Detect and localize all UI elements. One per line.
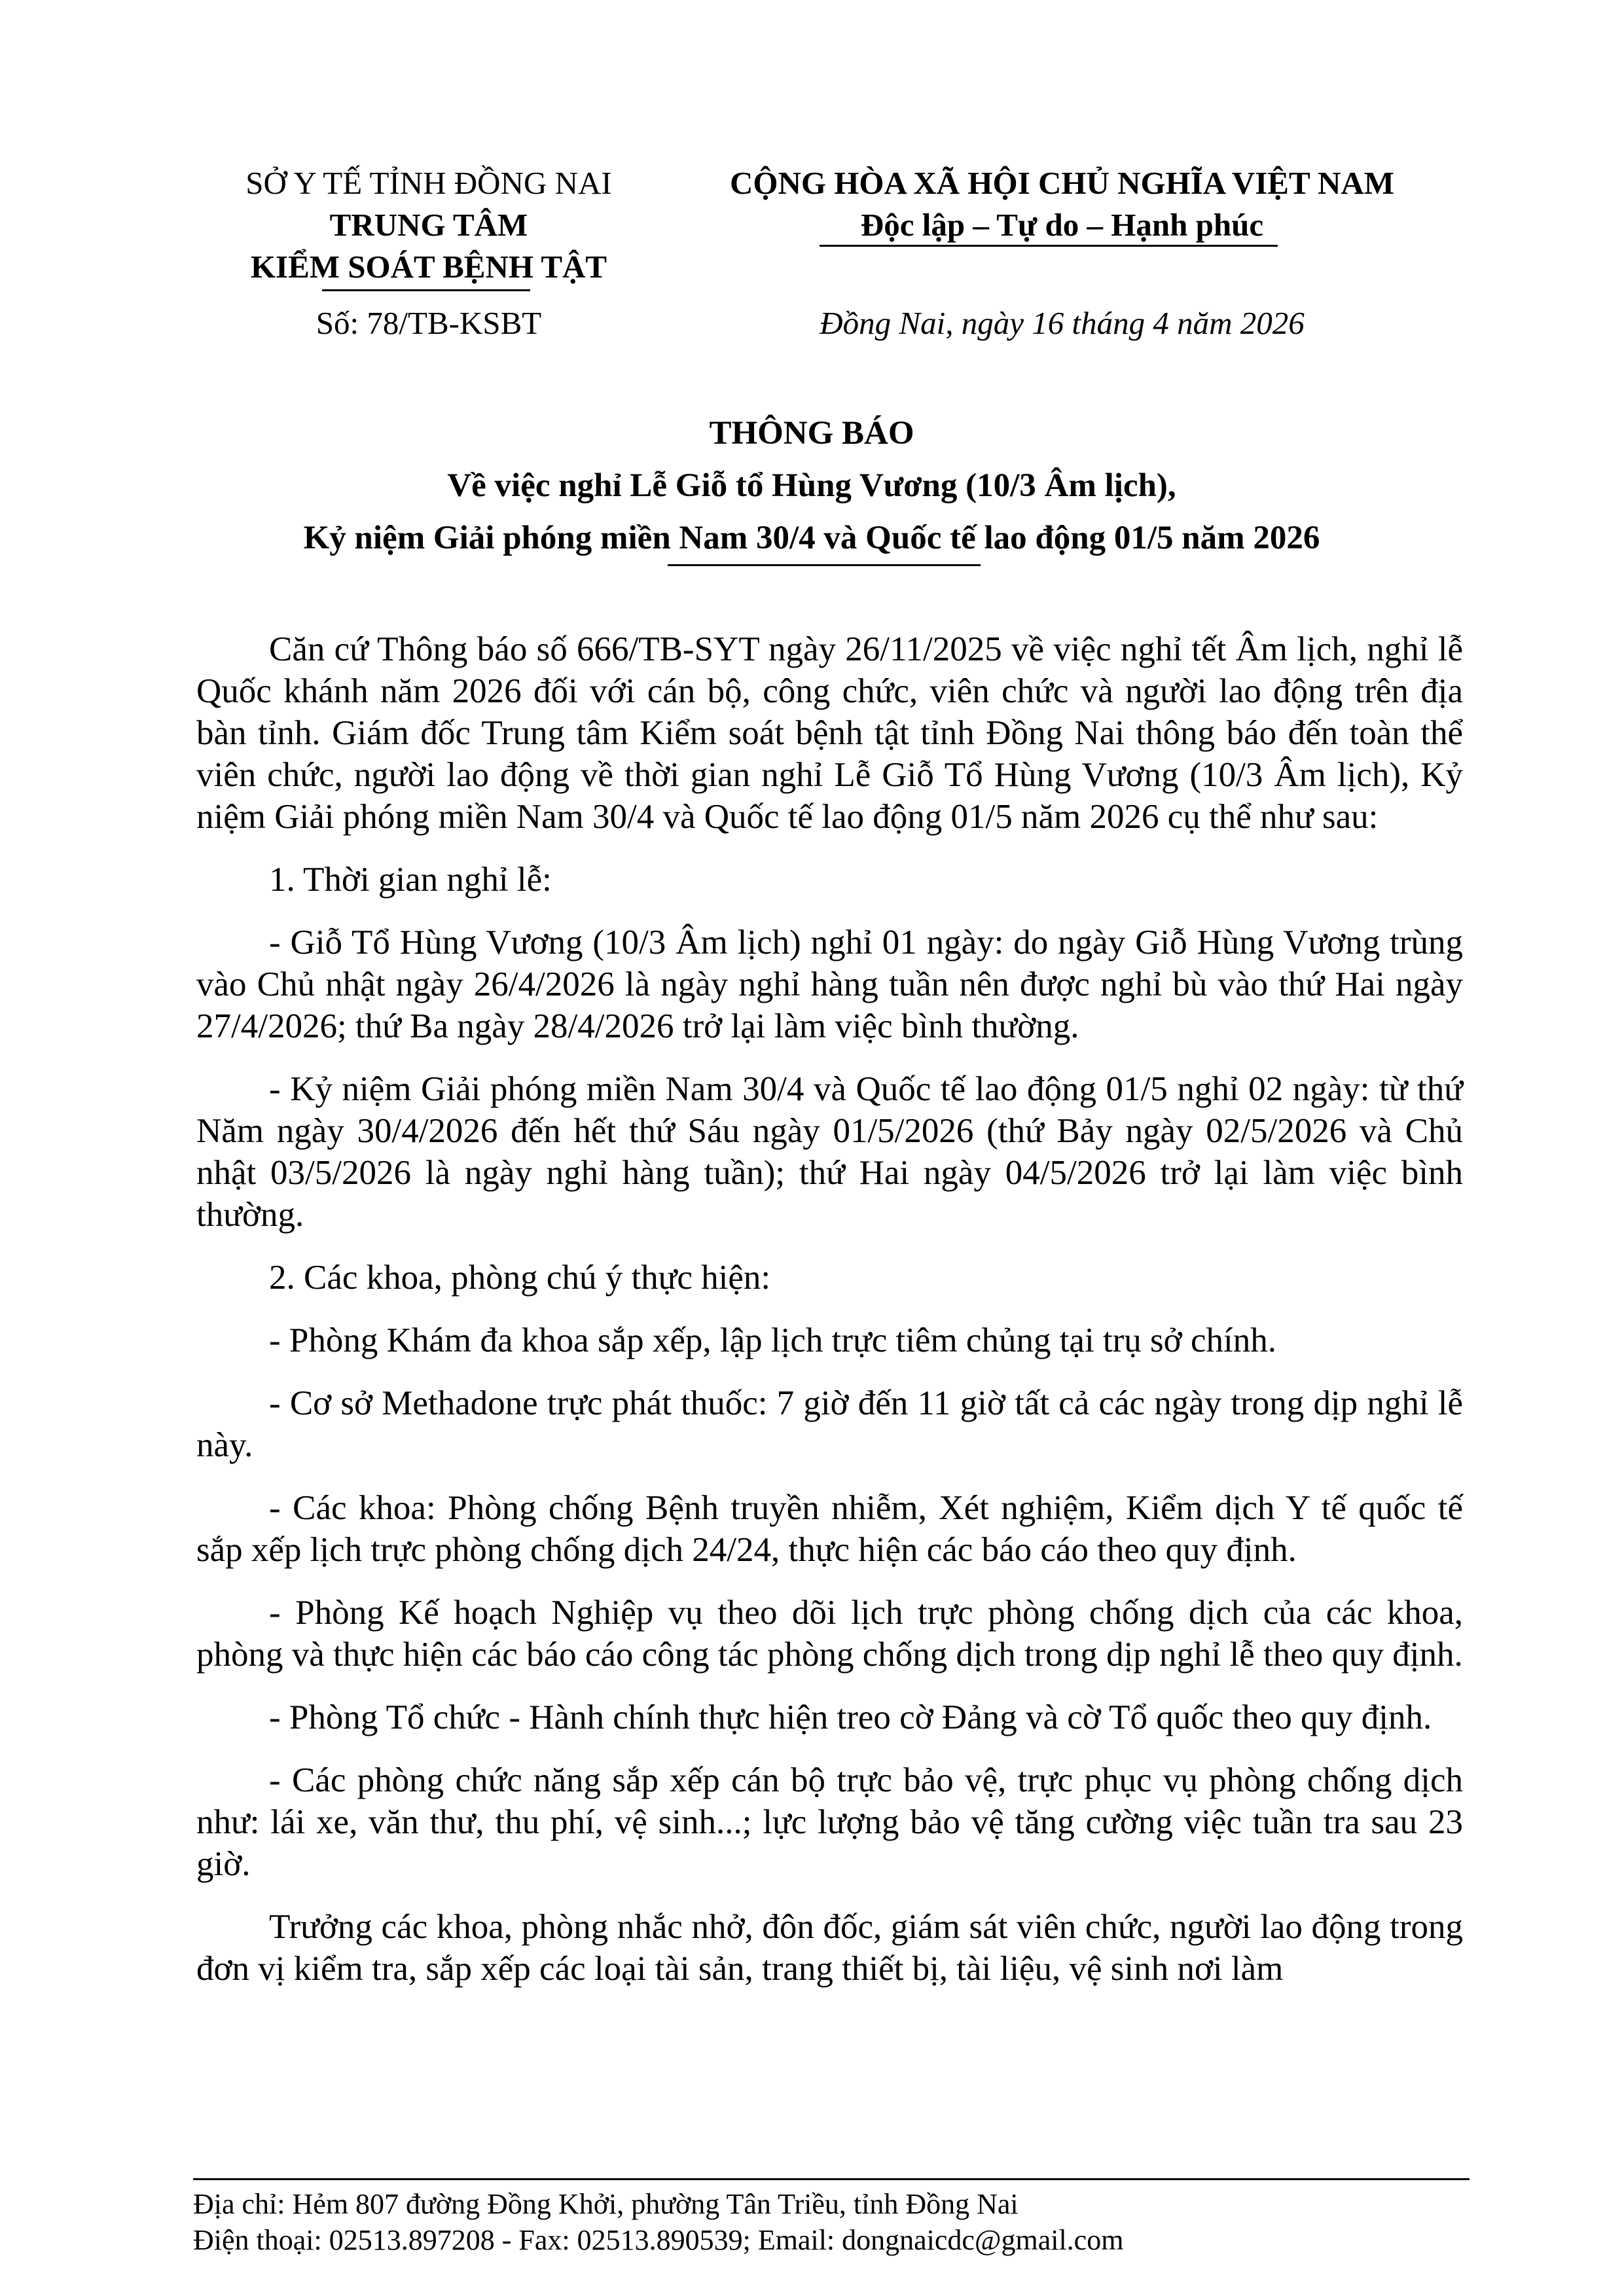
notice-heading: THÔNG BÁO	[709, 415, 914, 452]
title-underline	[668, 564, 981, 566]
agency-header	[196, 162, 661, 288]
document-number: Số: 78/TB-KSBT	[316, 305, 542, 341]
national-title: CỘNG HÒA XÃ HỘI CHỦ NGHĨA VIỆT NAM	[729, 165, 1395, 201]
national-motto: Độc lập – Tự do – Hạnh phúc	[860, 207, 1264, 243]
paragraph-clinic: - Phòng Khám đa khoa sắp xếp, lập lịch trực tiêm chủng tại trụ sở chính.	[269, 1321, 1276, 1359]
paragraph-planning-office: - Phòng Kế hoạch Nghiệp vụ theo dõi lịch trực phòng chống dịch của các khoa, phòng và thực hiện các báo cáo công tác phòng chống dịch trong dịp nghỉ lễ theo quy định.	[196, 1594, 1463, 1674]
notice-subtitle-line1: Về việc nghỉ Lễ Giỗ tổ Hùng Vương (10/3 Âm lịch),	[447, 467, 1176, 504]
paragraph-basis: Căn cứ Thông báo số 666/TB-SYT ngày 26/11/2025 về việc nghỉ tết Âm lịch, nghỉ lễ Quốc khánh năm 2026 đối với cán bộ, công chức, viên chức và người lao động trên địa bàn tỉnh. Giám đốc Trung tâm Kiểm soát bệnh tật tỉnh Đồng Nai thông báo đến toàn thể viên chức, người lao động về thời gian nghỉ Lễ Giỗ Tổ Hùng Vương (10/3 Âm lịch), Kỷ niệm Giải phóng miền Nam 30/4 và Quốc tế lao động 01/5 năm 2026 cụ thể như sau:	[196, 630, 1463, 836]
footer	[193, 2186, 1470, 2258]
notice-title-block	[170, 407, 1453, 564]
motto-underline	[820, 245, 1278, 247]
paragraph-methadone: - Cơ sở Methadone trực phát thuốc: 7 giờ đến 11 giờ tất cả các ngày trong dịp nghỉ lễ này.	[196, 1384, 1463, 1464]
parent-agency: SỞ Y TẾ TỈNH ĐỒNG NAI	[245, 165, 612, 201]
agency-underline	[322, 289, 530, 291]
place-and-date: Đồng Nai, ngày 16 tháng 4 năm 2026	[820, 305, 1305, 341]
notice-subtitle-line2: Kỷ niệm Giải phóng miền Nam 30/4 và Quốc tế lao động 01/5 năm 2026	[303, 520, 1320, 556]
paragraph-hung-kings-day: - Giỗ Tổ Hùng Vương (10/3 Âm lịch) nghỉ 01 ngày: do ngày Giỗ Hùng Vương trùng vào Chủ nhật ngày 26/4/2026 là ngày nghỉ hàng tuần nên được nghỉ bù vào thứ Hai ngày 27/4/2026; thứ Ba ngày 28/4/2026 trở lại làm việc bình thường.	[196, 924, 1463, 1045]
agency-name-line1: TRUNG TÂM	[329, 207, 528, 243]
paragraph-disease-departments: - Các khoa: Phòng chống Bệnh truyền nhiễm, Xét nghiệm, Kiểm dịch Y tế quốc tế sắp xếp lịch trực phòng chống dịch 24/24, thực hiện các báo cáo theo quy định.	[196, 1489, 1463, 1569]
section-heading-holiday-time: 1. Thời gian nghỉ lễ:	[269, 861, 552, 899]
notice-body	[196, 628, 1463, 2011]
section-heading-departments: 2. Các khoa, phòng chú ý thực hiện:	[269, 1259, 771, 1297]
paragraph-heads-reminder: Trưởng các khoa, phòng nhắc nhở, đôn đốc, giám sát viên chức, người lao động trong đơn vị kiểm tra, sắp xếp các loại tài sản, trang thiết bị, tài liệu, vệ sinh nơi làm	[196, 1908, 1463, 1988]
footer-address: Địa chỉ: Hẻm 807 đường Đồng Khởi, phường Tân Triều, tỉnh Đồng Nai	[193, 2188, 1019, 2220]
paragraph-functional-offices: - Các phòng chức năng sắp xếp cán bộ trực bảo vệ, trực phục vụ phòng chống dịch như: lái xe, văn thư, thu phí, vệ sinh...; lực lượng bảo vệ tăng cường việc tuần tra sau 23 giờ.	[196, 1761, 1463, 1883]
agency-name-line2: KIỂM SOÁT BỆNH TẬT	[250, 249, 607, 285]
footer-contact: Điện thoại: 02513.897208 - Fax: 02513.890539; Email: dongnaicdc@gmail.com	[193, 2224, 1124, 2256]
paragraph-liberation-labor-day: - Kỷ niệm Giải phóng miền Nam 30/4 và Quốc tế lao động 01/5 nghỉ 02 ngày: từ thứ Năm ngày 30/4/2026 đến hết thứ Sáu ngày 01/5/2026 (thứ Bảy ngày 02/5/2026 và Chủ nhật 03/5/2026 là ngày nghỉ hàng tuần); thứ Hai ngày 04/5/2026 trở lại làm việc bình thường.	[196, 1070, 1463, 1234]
footer-rule	[193, 2178, 1470, 2180]
paragraph-admin-office: - Phòng Tổ chức - Hành chính thực hiện treo cờ Đảng và cờ Tổ quốc theo quy định.	[269, 1698, 1432, 1736]
